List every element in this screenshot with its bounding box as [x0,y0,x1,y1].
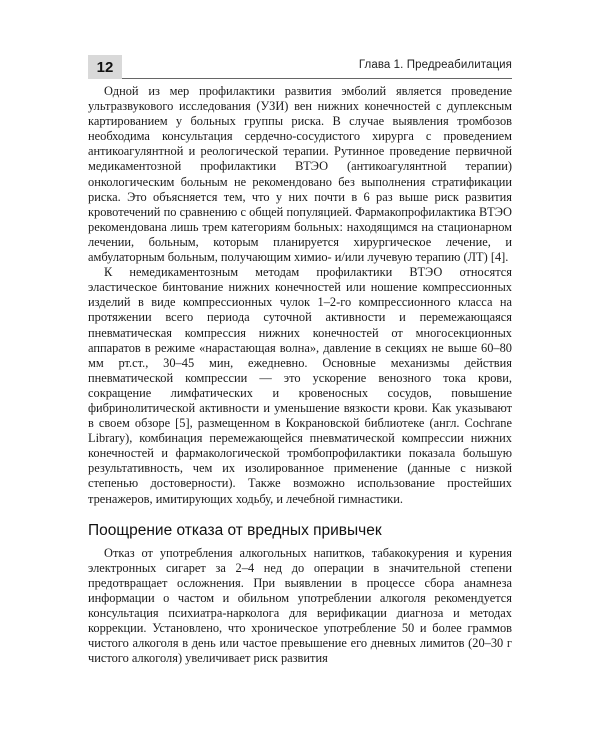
paragraph-non-drug-methods: К немедикаментозным методам профилактики ВТЭО относятся эластическое бинтование нижних конечностей или ношение компрессионных изделий в виде компрессионных чулок 1–2-го компрессионного класса на протяжении всего периода суточной активности и перемежающаяся пневматическая компрессия нижних конечностей от многосекционных аппаратов в режиме «нарастающая волна», давление в секциях не выше 60–80 мм рт.ст., 30–45 мин, ежедневно. Основные механизмы действия пневматической компрессии — это ускорение венозного тока крови, сокращение лимфатических и кровеносных сосудов, повышение фибринолитической активности и уменьшение вязкости крови. Как указывают в своем обзоре [5], размещенном в Кокрановской библиотеке (англ. Cochrane Library), комбинация перемежающейся пневматической компрессии нижних конечностей и фармакологической тромбопрофилактики показала большую результативность, чем их изолированное применение (данные с низкой степенью достоверности). Также возможно использование простейших тренажеров, имитирующих ходьбу, и лечебной гимнастики. [88,265,512,506]
header-rule [122,78,512,79]
paragraph-bad-habits: Отказ от употребления алкогольных напитков, табакокурения и курения электронных сигарет за 2–4 нед до операции в значительной степени предотвращает осложнения. При выявлении в процессе сбора анамнеза информации о частом и обильном употреблении алкоголя рекомендуется консультация психиатра-нарколога для верификации диагноза и методах коррекции. Установлено, что хроническое употребление 50 и более граммов чистого алкоголя в день или частое превышение его дневных лимитов (20–30 г чистого алкоголя) увеличивает риск развития [88,545,512,666]
chapter-title: Глава 1. Предреабилитация [358,59,512,71]
page-header [88,55,512,79]
paragraph-emboli-prophylaxis: Одной из мер профилактики развития эмболий является проведение ультразвукового исследования (УЗИ) вен нижних конечностей с дуплексным картированием у больных группы риска. В случае выявления тромбозов необходима консультация сердечно-сосудистого хирурга с проведением антикоагулянтной и реологической терапии. Рутинное проведение первичной медикаментозной профилактики ВТЭО (антикоагулянтной терапии) онкологическим больным не рекомендовано без выполнения стратификации риска. Это объясняется тем, что у них почти в 6 раз выше риск развития кровотечений по сравнению с общей популяцией. Фармакопрофилактика ВТЭО рекомендована лишь трем категориям больных: находящимся на стационарном лечении, больным, которым планируется хирургическое лечение, и амбулаторным больным, получающим химио- и/или лучевую терапию (ЛТ) [4]. [88,84,512,265]
section-heading: Поощрение отказа от вредных привычек [88,521,382,539]
page-number: 12 [88,55,122,79]
page-body [88,84,512,666]
